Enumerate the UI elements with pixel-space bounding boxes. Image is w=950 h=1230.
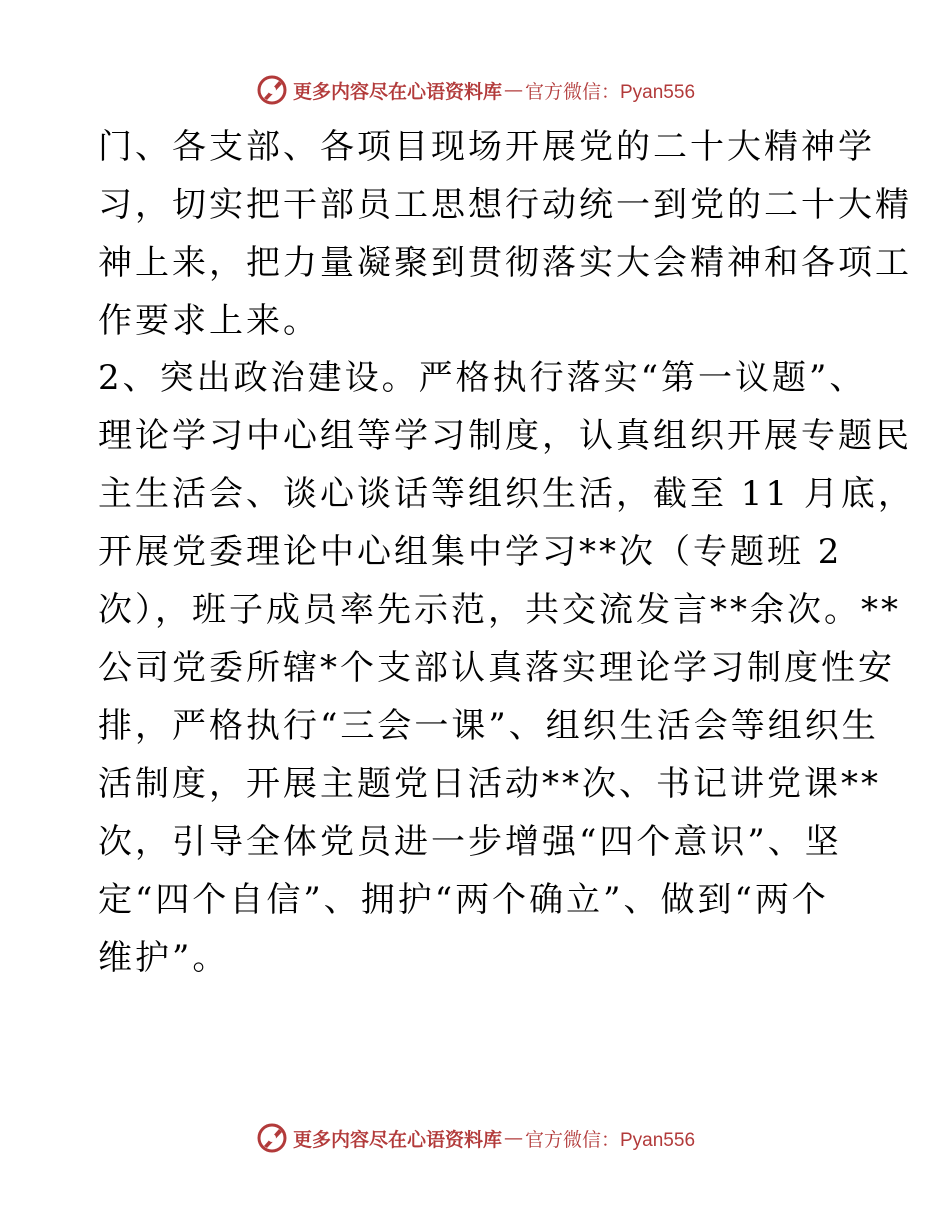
watermark-footer: [0, 1118, 950, 1158]
watermark-text: 更多内容尽在心语资料库: [292, 1128, 502, 1151]
text-line: 作要求上来。: [98, 301, 320, 341]
text-line: 开展党委理论中心组集中学习**次（专题班 2: [98, 532, 843, 572]
text-line: 主生活会、谈心谈话等组织生活，截至 11 月底，: [98, 474, 915, 514]
watermark-contact: 官方微信：Pyan556: [525, 1129, 696, 1151]
text-line: 理论学习中心组等学习制度，认真组织开展专题民: [98, 416, 912, 456]
watermark-separator: —: [504, 1127, 523, 1149]
text-line: 神上来，把力量凝聚到贯彻落实大会精神和各项工: [98, 243, 912, 283]
text-line: 次，引导全体党员进一步增强“四个意识”、坚: [98, 822, 842, 862]
text-line: 活制度，开展主题党日活动**次、书记讲党课**: [98, 764, 881, 804]
pen-seal-icon: [255, 73, 289, 107]
watermark-text: 更多内容尽在心语资料库: [292, 80, 502, 103]
watermark-contact: 官方微信：Pyan556: [525, 81, 696, 103]
paragraph-2: [98, 349, 915, 987]
text-line: 公司党委所辖*个支部认真落实理论学习制度性安: [98, 648, 895, 688]
watermark-header: [0, 70, 950, 110]
text-line: 定“四个自信”、拥护“两个确立”、做到“两个: [98, 880, 829, 920]
text-line: 2、突出政治建设。严格执行落实“第一议题”、: [98, 358, 867, 398]
watermark-separator: —: [504, 79, 523, 101]
text-line: 次），班子成员率先示范，共交流发言**余次。**: [98, 590, 901, 630]
text-line: 排，严格执行“三会一课”、组织生活会等组织生: [98, 706, 879, 746]
paragraph-1: [98, 118, 912, 350]
pen-seal-icon: [255, 1121, 289, 1155]
text-line: 习，切实把干部员工思想行动统一到党的二十大精: [98, 185, 912, 225]
text-line: 维护”。: [98, 938, 230, 978]
text-line: 门、各支部、各项目现场开展党的二十大精神学: [98, 127, 875, 167]
